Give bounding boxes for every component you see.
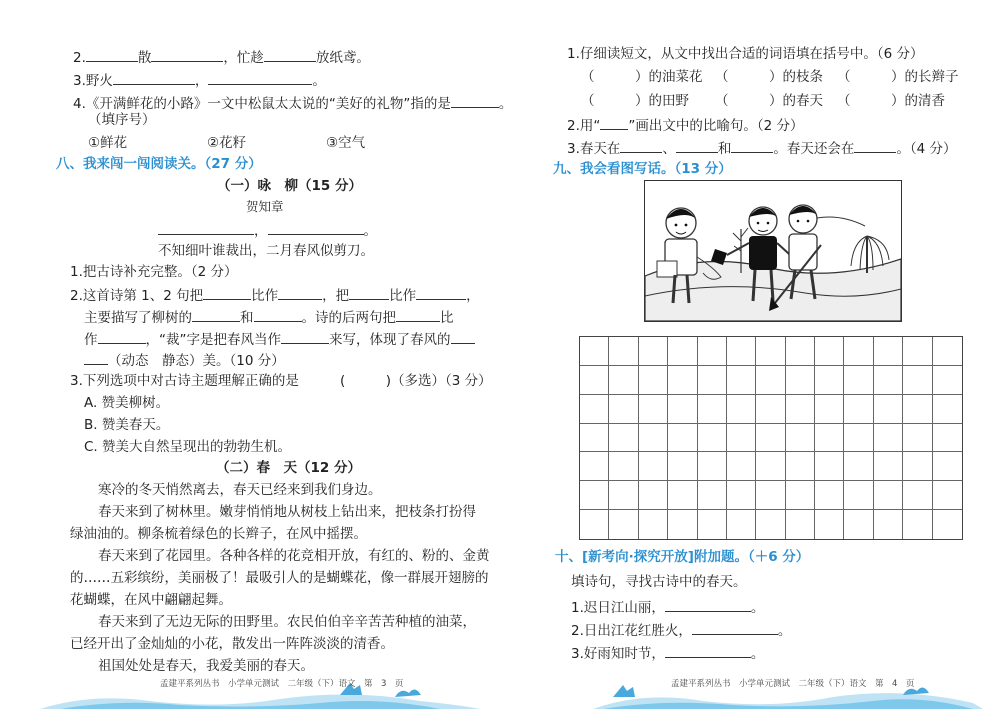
grid-cell[interactable] bbox=[844, 395, 873, 424]
answer-blank[interactable] bbox=[158, 220, 254, 235]
grid-cell[interactable] bbox=[903, 424, 932, 453]
grid-cell[interactable] bbox=[903, 337, 932, 366]
grid-cell[interactable] bbox=[698, 510, 727, 539]
grid-cell[interactable] bbox=[933, 337, 962, 366]
grid-cell[interactable] bbox=[756, 337, 785, 366]
grid-cell[interactable] bbox=[727, 481, 756, 510]
answer-blank[interactable] bbox=[151, 47, 223, 62]
grid-cell[interactable] bbox=[639, 395, 668, 424]
grid-cell[interactable] bbox=[903, 366, 932, 395]
grid-cell[interactable] bbox=[756, 366, 785, 395]
footer-text: 孟建平系列丛书 小学单元测试 二年级（下）语文 第 3 页 bbox=[160, 679, 404, 689]
grid-cell[interactable] bbox=[786, 424, 815, 453]
word-blank[interactable]: （ ）的春天 bbox=[715, 93, 823, 109]
passage-q2: 2.用“ ”画出文中的比喻句。（2 分） bbox=[567, 115, 804, 135]
grid-cell[interactable] bbox=[727, 510, 756, 539]
word-blank[interactable]: （ ）的枝条 bbox=[715, 69, 823, 85]
answer-blank[interactable] bbox=[98, 329, 146, 344]
poem-q3-option-c: C. 赞美大自然呈现出的勃勃生机。 bbox=[84, 439, 292, 455]
grid-cell[interactable] bbox=[698, 424, 727, 453]
poem-fill-1: 1.迟日江山丽， 。 bbox=[571, 597, 764, 617]
answer-blank[interactable] bbox=[113, 70, 195, 85]
grid-cell[interactable] bbox=[580, 452, 609, 481]
passage-line: 春天来到了无边无际的田野里。农民伯伯辛辛苦苦种植的油菜， bbox=[98, 614, 476, 630]
grid-cell[interactable] bbox=[639, 481, 668, 510]
answer-blank[interactable] bbox=[451, 329, 475, 344]
grid-cell[interactable] bbox=[698, 366, 727, 395]
answer-blank[interactable] bbox=[268, 220, 364, 235]
grid-cell[interactable] bbox=[668, 395, 697, 424]
grid-cell[interactable] bbox=[786, 452, 815, 481]
q2-line: 2. 散 ，忙趁 放纸鸢。 bbox=[73, 47, 370, 67]
answer-blank[interactable] bbox=[278, 285, 322, 300]
q4-option-3: ③空气 bbox=[326, 135, 366, 151]
grid-cell[interactable] bbox=[639, 366, 668, 395]
writing-grid[interactable] bbox=[579, 336, 963, 540]
poem-q3-option-b: B. 赞美春天。 bbox=[84, 417, 170, 433]
grid-cell[interactable] bbox=[844, 481, 873, 510]
word-blank[interactable]: （ ）的油菜花 bbox=[581, 69, 703, 85]
right-page bbox=[503, 0, 999, 709]
passage-line: 的……五彩缤纷，美丽极了！最吸引人的是蝴蝶花，像一群展开翅膀的 bbox=[70, 570, 489, 586]
grid-cell[interactable] bbox=[609, 510, 638, 539]
grid-cell[interactable] bbox=[609, 395, 638, 424]
grid-cell[interactable] bbox=[786, 395, 815, 424]
grid-cell[interactable] bbox=[756, 481, 785, 510]
poem-q3-answer-paren[interactable]: ( )（多选）（3 分） bbox=[340, 373, 492, 389]
grid-cell[interactable] bbox=[727, 424, 756, 453]
grid-cell[interactable] bbox=[727, 366, 756, 395]
grid-cell[interactable] bbox=[933, 424, 962, 453]
grid-cell[interactable] bbox=[874, 395, 903, 424]
grid-cell[interactable] bbox=[668, 510, 697, 539]
grid-cell[interactable] bbox=[639, 510, 668, 539]
grid-cell[interactable] bbox=[786, 337, 815, 366]
poem-q3-option-a: A. 赞美柳树。 bbox=[84, 395, 170, 411]
answer-blank[interactable] bbox=[281, 329, 329, 344]
grid-cell[interactable] bbox=[580, 481, 609, 510]
answer-blank[interactable] bbox=[264, 47, 316, 62]
passage-line: 寒冷的冬天悄然离去，春天已经来到我们身边。 bbox=[98, 482, 382, 498]
poem-line-2: 不知细叶谁裁出，二月春风似剪刀。 bbox=[158, 243, 374, 259]
poem-q3: 3.下列选项中对古诗主题理解正确的是 bbox=[70, 373, 299, 389]
answer-blank[interactable] bbox=[451, 93, 499, 108]
underline-sample bbox=[600, 115, 628, 130]
answer-blank[interactable] bbox=[86, 47, 138, 62]
grid-cell[interactable] bbox=[698, 337, 727, 366]
grid-cell[interactable] bbox=[815, 395, 844, 424]
grid-cell[interactable] bbox=[933, 366, 962, 395]
grid-cell[interactable] bbox=[698, 452, 727, 481]
passage-title: （二）春 天（12 分） bbox=[216, 460, 361, 476]
section-9-heading: 九、我会看图写话。（13 分） bbox=[553, 161, 732, 177]
q4-hint: （填序号） bbox=[88, 112, 156, 128]
poem-line-1: ， 。 bbox=[158, 220, 377, 240]
poem-q2-line-3: 作 ，“裁”字是把春风当作 来写，体现了春风的 bbox=[84, 329, 475, 349]
passage-line: 已经开出了金灿灿的小花，散发出一阵阵淡淡的清香。 bbox=[70, 636, 394, 652]
answer-blank[interactable] bbox=[665, 597, 751, 612]
grid-cell[interactable] bbox=[756, 510, 785, 539]
grid-cell[interactable] bbox=[844, 510, 873, 539]
section-8-heading: 八、我来闯一闯阅读关。（27 分） bbox=[56, 156, 262, 172]
grid-cell[interactable] bbox=[933, 481, 962, 510]
children-planting-picture bbox=[644, 180, 902, 322]
grid-cell[interactable] bbox=[756, 395, 785, 424]
answer-blank[interactable] bbox=[692, 620, 778, 635]
grid-cell[interactable] bbox=[874, 366, 903, 395]
grid-cell[interactable] bbox=[580, 337, 609, 366]
grid-cell[interactable] bbox=[668, 452, 697, 481]
grid-cell[interactable] bbox=[933, 510, 962, 539]
grid-cell[interactable] bbox=[903, 481, 932, 510]
q4-line: 4.《开满鲜花的小路》一文中松鼠太太说的“美好的礼物”指的是 。 bbox=[73, 93, 512, 113]
answer-blank[interactable] bbox=[84, 350, 108, 365]
grid-cell[interactable] bbox=[786, 366, 815, 395]
passage-line: 花蝴蝶，在风中翩翩起舞。 bbox=[70, 592, 232, 608]
passage-line: 祖国处处是春天，我爱美丽的春天。 bbox=[98, 658, 314, 674]
poem-author: 贺知章 bbox=[246, 199, 284, 214]
grid-cell[interactable] bbox=[844, 366, 873, 395]
word-blank[interactable]: （ ）的田野 bbox=[581, 93, 689, 109]
grid-cell[interactable] bbox=[815, 337, 844, 366]
grid-cell[interactable] bbox=[609, 337, 638, 366]
poem-fill-3: 3.好雨知时节， 。 bbox=[571, 643, 764, 663]
grid-cell[interactable] bbox=[874, 510, 903, 539]
grid-cell[interactable] bbox=[756, 452, 785, 481]
word-blank[interactable]: （ ）的清香 bbox=[837, 93, 945, 109]
grid-cell[interactable] bbox=[903, 452, 932, 481]
grid-cell[interactable] bbox=[933, 395, 962, 424]
grid-cell[interactable] bbox=[727, 337, 756, 366]
grid-cell[interactable] bbox=[668, 337, 697, 366]
grid-cell[interactable] bbox=[580, 395, 609, 424]
passage-q3: 3.春天在 、 和 。春天还会在 。（4 分） bbox=[567, 138, 957, 158]
grid-cell[interactable] bbox=[639, 337, 668, 366]
grid-cell[interactable] bbox=[639, 452, 668, 481]
q3-line: 3.野火 ， 。 bbox=[73, 70, 326, 90]
answer-blank[interactable] bbox=[254, 307, 302, 322]
grid-cell[interactable] bbox=[609, 424, 638, 453]
poem-q2-line-4: （动态 静态）美。（10 分） bbox=[84, 350, 285, 370]
grid-cell[interactable] bbox=[727, 395, 756, 424]
footer-text: 孟建平系列丛书 小学单元测试 二年级（下）语文 第 4 页 bbox=[671, 679, 915, 689]
grid-cell[interactable] bbox=[668, 366, 697, 395]
grid-cell[interactable] bbox=[903, 395, 932, 424]
answer-blank[interactable] bbox=[676, 138, 718, 153]
grid-cell[interactable] bbox=[580, 366, 609, 395]
poem-q2-line-1: 2.这首诗第 1、2 句把 比作 ，把 比作 ， bbox=[70, 285, 480, 305]
answer-blank[interactable] bbox=[203, 285, 251, 300]
word-blank[interactable]: （ ）的长辫子 bbox=[837, 69, 959, 85]
poem-q1: 1.把古诗补充完整。（2 分） bbox=[70, 264, 238, 280]
grid-cell[interactable] bbox=[609, 452, 638, 481]
q4-option-1: ①鲜花 bbox=[88, 135, 128, 151]
grid-cell[interactable] bbox=[903, 510, 932, 539]
answer-blank[interactable] bbox=[731, 138, 773, 153]
grid-cell[interactable] bbox=[874, 337, 903, 366]
grid-cell[interactable] bbox=[609, 366, 638, 395]
section-10-intro: 填诗句，寻找古诗中的春天。 bbox=[571, 574, 747, 590]
passage-line: 绿油油的。柳条梳着绿色的长辫子，在风中摇摆。 bbox=[70, 526, 367, 542]
grid-cell[interactable] bbox=[815, 510, 844, 539]
poem-fill-2: 2.日出江花红胜火， 。 bbox=[571, 620, 791, 640]
grid-cell[interactable] bbox=[727, 452, 756, 481]
passage-line: 春天来到了花园里。各种各样的花竞相开放，有红的、粉的、金黄 bbox=[98, 548, 490, 564]
grid-cell[interactable] bbox=[580, 510, 609, 539]
grid-cell[interactable] bbox=[874, 481, 903, 510]
grid-cell[interactable] bbox=[874, 452, 903, 481]
grid-cell[interactable] bbox=[580, 424, 609, 453]
answer-blank[interactable] bbox=[396, 307, 440, 322]
grid-cell[interactable] bbox=[668, 424, 697, 453]
grid-cell[interactable] bbox=[815, 424, 844, 453]
grid-cell[interactable] bbox=[815, 366, 844, 395]
poem-q2-line-2: 主要描写了柳树的 和 。诗的后两句把 比 bbox=[84, 307, 454, 327]
passage-line: 春天来到了树林里。嫩芽悄悄地从树枝上钻出来，把枝条打扮得 bbox=[98, 504, 476, 520]
passage-q1: 1.仔细读短文，从文中找出合适的词语填在括号中。（6 分） bbox=[567, 46, 924, 62]
q4-option-2: ②花籽 bbox=[207, 135, 247, 151]
answer-blank[interactable] bbox=[208, 70, 312, 85]
answer-blank[interactable] bbox=[854, 138, 896, 153]
grid-cell[interactable] bbox=[668, 481, 697, 510]
grid-cell[interactable] bbox=[874, 424, 903, 453]
grid-cell[interactable] bbox=[609, 481, 638, 510]
answer-blank[interactable] bbox=[665, 643, 751, 658]
grid-cell[interactable] bbox=[698, 481, 727, 510]
answer-blank[interactable] bbox=[620, 138, 662, 153]
grid-cell[interactable] bbox=[844, 452, 873, 481]
grid-cell[interactable] bbox=[844, 424, 873, 453]
grid-cell[interactable] bbox=[815, 481, 844, 510]
poem-title: （一）咏 柳（15 分） bbox=[217, 178, 362, 194]
grid-cell[interactable] bbox=[698, 395, 727, 424]
answer-blank[interactable] bbox=[349, 285, 389, 300]
grid-cell[interactable] bbox=[756, 424, 785, 453]
grid-cell[interactable] bbox=[639, 424, 668, 453]
grid-cell[interactable] bbox=[933, 452, 962, 481]
grid-cell[interactable] bbox=[815, 452, 844, 481]
grid-cell[interactable] bbox=[786, 481, 815, 510]
section-10-heading: 十、[新考向·探究开放]附加题。（＋6 分） bbox=[555, 549, 810, 565]
grid-cell[interactable] bbox=[844, 337, 873, 366]
grid-cell[interactable] bbox=[786, 510, 815, 539]
answer-blank[interactable] bbox=[416, 285, 466, 300]
answer-blank[interactable] bbox=[192, 307, 240, 322]
